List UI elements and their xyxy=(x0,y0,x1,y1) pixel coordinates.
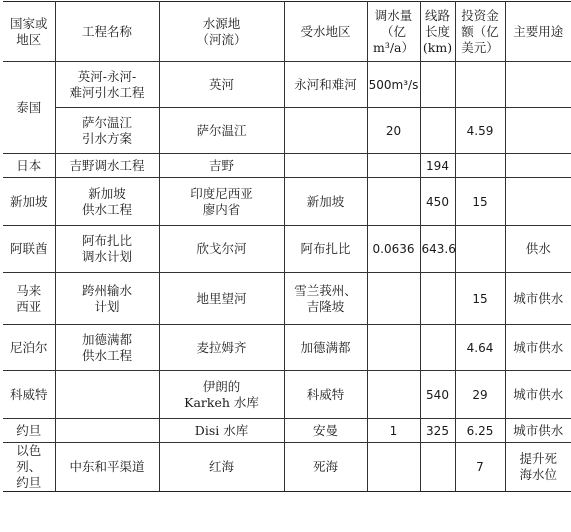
region-cell: 日本 xyxy=(3,154,55,178)
investment-cell: 4.59 xyxy=(455,108,505,154)
volume-cell xyxy=(367,154,420,178)
volume-cell xyxy=(367,443,420,492)
receiving-cell: 雪兰莪州、 吉隆坡 xyxy=(284,273,367,325)
investment-cell: 29 xyxy=(455,371,505,419)
use-cell: 供水 xyxy=(505,226,571,273)
receiving-cell: 新加坡 xyxy=(284,178,367,226)
length-cell: 540 xyxy=(420,371,455,419)
use-cell: 城市供水 xyxy=(505,371,571,419)
header-length: 线路 长度 (km) xyxy=(420,2,455,62)
length-cell xyxy=(420,62,455,108)
use-cell: 城市供水 xyxy=(505,325,571,371)
use-cell: 城市供水 xyxy=(505,419,571,443)
length-cell: 450 xyxy=(420,178,455,226)
use-cell xyxy=(505,62,571,108)
investment-cell xyxy=(455,154,505,178)
table-row xyxy=(3,371,571,419)
header-investment: 投资金 额（亿 美元） xyxy=(455,2,505,62)
project-cell: 加德满都 供水工程 xyxy=(55,325,159,371)
source-cell: 欣戈尔河 xyxy=(159,226,284,273)
table-row xyxy=(3,273,571,325)
investment-cell: 15 xyxy=(455,178,505,226)
volume-cell xyxy=(367,273,420,325)
source-cell: 英河 xyxy=(159,62,284,108)
volume-cell: 500m³/s xyxy=(367,62,420,108)
project-cell: 英河-永河- 难河引水工程 xyxy=(55,62,159,108)
source-cell: 地里望河 xyxy=(159,273,284,325)
source-cell: 麦拉姆齐 xyxy=(159,325,284,371)
project-cell: 中东和平渠道 xyxy=(55,443,159,492)
receiving-cell xyxy=(284,108,367,154)
region-cell: 泰国 xyxy=(3,62,55,154)
table-row xyxy=(3,443,571,492)
receiving-cell: 加德满都 xyxy=(284,325,367,371)
investment-cell: 7 xyxy=(455,443,505,492)
use-cell: 提升死 海水位 xyxy=(505,443,571,492)
source-cell: 红海 xyxy=(159,443,284,492)
project-cell: 萨尔温江 引水方案 xyxy=(55,108,159,154)
receiving-cell: 科威特 xyxy=(284,371,367,419)
investment-cell xyxy=(455,62,505,108)
header-source: 水源地 （河流） xyxy=(159,2,284,62)
receiving-cell: 死海 xyxy=(284,443,367,492)
investment-cell: 6.25 xyxy=(455,419,505,443)
region-cell: 科威特 xyxy=(3,371,55,419)
header-use: 主要用途 xyxy=(505,2,571,62)
receiving-cell: 阿布扎比 xyxy=(284,226,367,273)
project-cell xyxy=(55,419,159,443)
region-cell: 阿联酋 xyxy=(3,226,55,273)
source-cell: 萨尔温江 xyxy=(159,108,284,154)
header-row xyxy=(3,2,571,62)
water-transfer-table xyxy=(3,1,571,492)
length-cell: 643.6 xyxy=(420,226,455,273)
table-row xyxy=(3,154,571,178)
source-cell: 吉野 xyxy=(159,154,284,178)
volume-cell: 20 xyxy=(367,108,420,154)
use-cell xyxy=(505,154,571,178)
region-cell: 以色列、 约旦 xyxy=(3,443,55,492)
use-cell xyxy=(505,178,571,226)
volume-cell xyxy=(367,371,420,419)
table-row xyxy=(3,62,571,108)
investment-cell: 15 xyxy=(455,273,505,325)
header-region: 国家或 地区 xyxy=(3,2,55,62)
region-cell: 尼泊尔 xyxy=(3,325,55,371)
receiving-cell: 安曼 xyxy=(284,419,367,443)
length-cell xyxy=(420,325,455,371)
header-volume: 调水量 （亿 m³/a） xyxy=(367,2,420,62)
volume-cell xyxy=(367,178,420,226)
length-cell xyxy=(420,273,455,325)
receiving-cell xyxy=(284,154,367,178)
table-row xyxy=(3,325,571,371)
project-cell: 阿布扎比 调水计划 xyxy=(55,226,159,273)
length-cell: 194 xyxy=(420,154,455,178)
table-row xyxy=(3,178,571,226)
project-cell: 新加坡 供水工程 xyxy=(55,178,159,226)
region-cell: 马来 西亚 xyxy=(3,273,55,325)
volume-cell: 1 xyxy=(367,419,420,443)
table-row xyxy=(3,226,571,273)
receiving-cell: 永河和难河 xyxy=(284,62,367,108)
header-project: 工程名称 xyxy=(55,2,159,62)
project-cell xyxy=(55,371,159,419)
source-cell: 印度尼西亚 廖内省 xyxy=(159,178,284,226)
investment-cell xyxy=(455,226,505,273)
investment-cell: 4.64 xyxy=(455,325,505,371)
source-cell: Disi 水库 xyxy=(159,419,284,443)
source-cell: 伊朗的 Karkeh 水库 xyxy=(159,371,284,419)
length-cell xyxy=(420,108,455,154)
use-cell xyxy=(505,108,571,154)
table-row xyxy=(3,108,571,154)
project-cell: 吉野调水工程 xyxy=(55,154,159,178)
region-cell: 约旦 xyxy=(3,419,55,443)
project-cell: 跨州输水 计划 xyxy=(55,273,159,325)
length-cell: 325 xyxy=(420,419,455,443)
region-cell: 新加坡 xyxy=(3,178,55,226)
use-cell: 城市供水 xyxy=(505,273,571,325)
volume-cell xyxy=(367,325,420,371)
volume-cell: 0.0636 xyxy=(367,226,420,273)
length-cell xyxy=(420,443,455,492)
table-row xyxy=(3,419,571,443)
header-receiving: 受水地区 xyxy=(284,2,367,62)
